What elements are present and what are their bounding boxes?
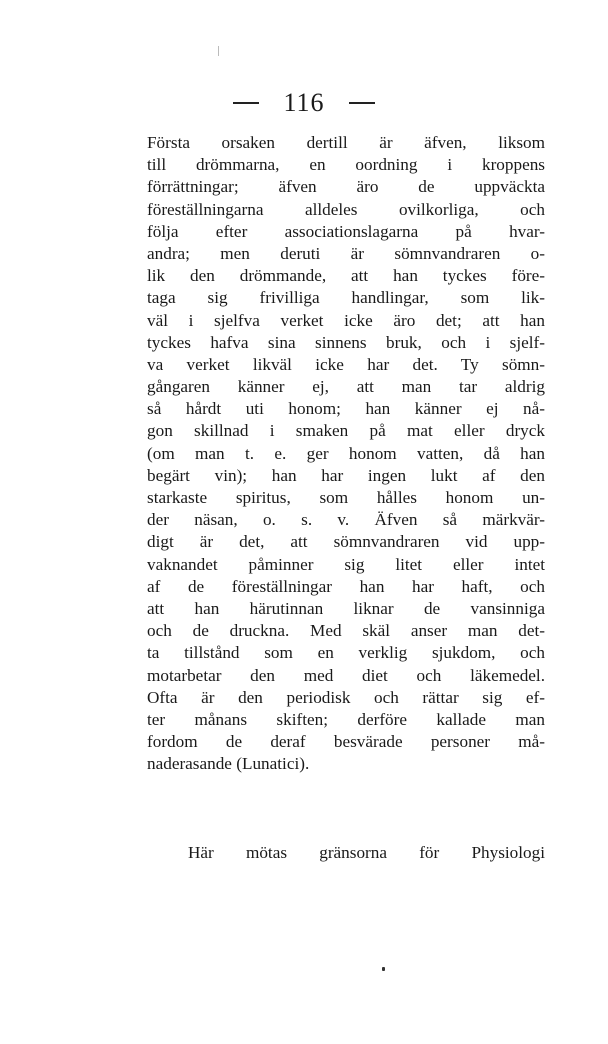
text-line: väl i sjelfva verket icke äro det; att han — [147, 310, 545, 330]
text-line: fordom de deraf besvärade personer må- — [147, 732, 545, 752]
text-line: va verket likväl icke har det. Ty sömn- — [147, 354, 545, 374]
body-paragraph — [147, 132, 545, 775]
text-line: följa efter associationslagarna på hvar- — [147, 221, 545, 241]
page-header — [0, 88, 608, 118]
text-line: begärt vin); han har ingen lukt af den — [147, 465, 545, 485]
text-line: (om man t. e. ger honom vatten, då han — [147, 443, 545, 463]
text-line: naderasande (Lunatici). — [147, 754, 310, 774]
text-line: så hårdt uti honom; han känner ej nå- — [147, 399, 545, 419]
page-number: 116 — [283, 88, 325, 117]
text-line: till drömmarna, en oordning i kroppens — [147, 155, 545, 175]
ink-dot — [382, 967, 385, 971]
text-line: digt är det, att sömnvandraren vid upp- — [147, 532, 545, 552]
text-line: förrättningar; äfven äro de uppväckta — [147, 177, 545, 197]
text-line: ter månans skiften; derföre kallade man — [147, 709, 545, 729]
continuation-line: Här mötas gränsorna för Physiologi — [188, 843, 545, 862]
text-line: lik den drömmande, att han tyckes före- — [147, 266, 545, 286]
header-dash-left — [233, 102, 259, 104]
text-line: vaknandet påminner sig litet eller intet — [147, 554, 545, 574]
text-line: ta tillstånd som en verklig sjukdom, och — [147, 643, 545, 663]
text-line: af de föreställningar han har haft, och — [147, 576, 545, 596]
text-line: att han härutinnan liknar de vansinniga — [147, 598, 545, 618]
text-line: och de druckna. Med skäl anser man det- — [147, 621, 545, 641]
text-line: föreställningarna alldeles ovilkorliga, och — [147, 199, 545, 219]
text-line: Första orsaken dertill är äfven, liksom — [147, 133, 545, 152]
header-dash-right — [349, 102, 375, 104]
text-line: starkaste spiritus, som hålles honom un- — [147, 488, 545, 507]
margin-mark — [218, 46, 219, 56]
text-line: tyckes hafva sina sinnens bruk, och i sjelf- — [147, 332, 545, 352]
text-line: gångaren känner ej, att man tar aldrig — [147, 377, 545, 397]
text-line: andra; men deruti är sömnvandraren o- — [147, 243, 545, 263]
text-line: taga sig frivilliga handlingar, som lik- — [147, 288, 545, 308]
text-line: der näsan, o. s. v. Äfven så märkvär- — [147, 510, 545, 530]
text-line: motarbetar den med diet och läkemedel. — [147, 665, 545, 685]
text-line: Ofta är den periodisk och rättar sig ef- — [147, 687, 545, 707]
text-line: gon skillnad i smaken på mat eller dryck — [147, 421, 545, 441]
